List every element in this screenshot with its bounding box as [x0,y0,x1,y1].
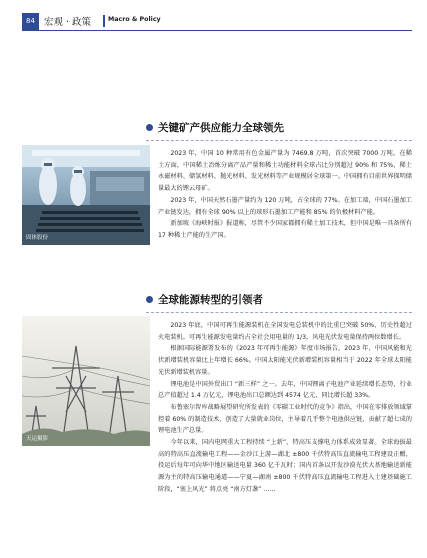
article2-paragraph-1: 2023 年底，中国可再生能源装机在全国发电总装机中的比重已突破 50%，历史性超过火电装机。可再生能源发电量约占全社会用电量的 1/3，风电光伏发电量保持两位数增长。 [158,322,412,341]
page-number: 84 [22,13,39,30]
article1-photo-caption: 固体股份 [26,235,49,241]
article2-title: 全球能源转型的引领者 [158,294,263,306]
article1-photo-lab-workers [22,145,150,245]
article1-paragraph-3: 新加坡《海峡时报》报道称，尽管不少国家都拥有稀土加工技术，但中国是唯一具备所有 17 种稀土产能的生产国。 [158,220,412,239]
article2-photo-caption: 天运摄影 [26,436,49,442]
article1-paragraph-2: 2023 年，中国天然石墨产量约为 120 万吨，占全球的 77%。在加工端，中国石墨加工产业链发达，拥有全球 90% 以上的球形石墨加工产能和 85% 的负极材料产能。 [158,196,412,216]
article1-body [158,148,412,242]
article2-photo-power-lines [22,316,150,446]
title-bullet-dot [146,124,153,131]
article2-paragraph-5: 今年以来，国内电网重大工程持续 “上新”，特高压支撑电力体系成效显著。全球海拔最高的特高压直流输电工程——金沙江上游—湖北 ±800 千伏特高压直流输电工程建设正酣，投运后每年可向华中地区输送电量 360 亿千瓦时；国内首条以开发沙漠光伏大基地输送新能源为主的特高压输电通道——宁夏—湖南 ±800 千伏特高压直流输电工程进入土建基础施工阶段，“塞上风光” 将点亮 “南方灯盏” …… [158,439,412,493]
article2-paragraph-3: 锂电池是中国外贸出口 “新三样” 之一。去年，中国锂离子电池产业延续增长态势，行业总产值超过 1.4 万亿元，锂电池出口总额达到 4574 亿元，同比增长超 33%。 [158,380,412,400]
article2-body [158,320,412,496]
article1-title-rule [146,140,412,141]
title-bullet-dot [146,296,153,303]
article1-title: 关键矿产供应能力全球领先 [158,122,284,134]
header-separator [103,15,105,27]
article2-paragraph-4: 布鲁塞尔智库战略展望研究所发表的《零碳工业时代的竞争》指出，中国在零排放领域掌控着 60% 的制造技术，创造了大量就业岗位，主导着几乎整个电池供应链，贡献了超七成的锂电池生产总量。 [158,403,412,435]
header-rule [22,30,412,31]
page-header [0,6,427,32]
article2-title-rule [146,312,412,313]
section-title: 宏观 · 政策 [44,17,92,28]
section-title-en: Macro & Policy [108,16,161,23]
article2-paragraph-2: 根据国际能源署发布的《2023 年可再生能源》年度市场报告，2023 年，中国风能和光伏新增装机容量比上年增长 66%。中国太阳能光伏新增装机容量相当于 2022 年全球太阳能光伏新增装机容量。 [158,345,412,376]
article1-paragraph-1: 2023 年，中国 10 种常用有色金属产量为 7469.8 万吨，首次突破 7000 万吨。在稀土方面，中国稀土冶炼分离产品产量和稀土功能材料全球占比分别超过 90% 和 75%，稀土永磁材料、储氢材料、抛光材料、发光材料等产业规模居全球第一。中国拥有目前世界探明储量最大的锂云母矿。 [158,150,412,193]
